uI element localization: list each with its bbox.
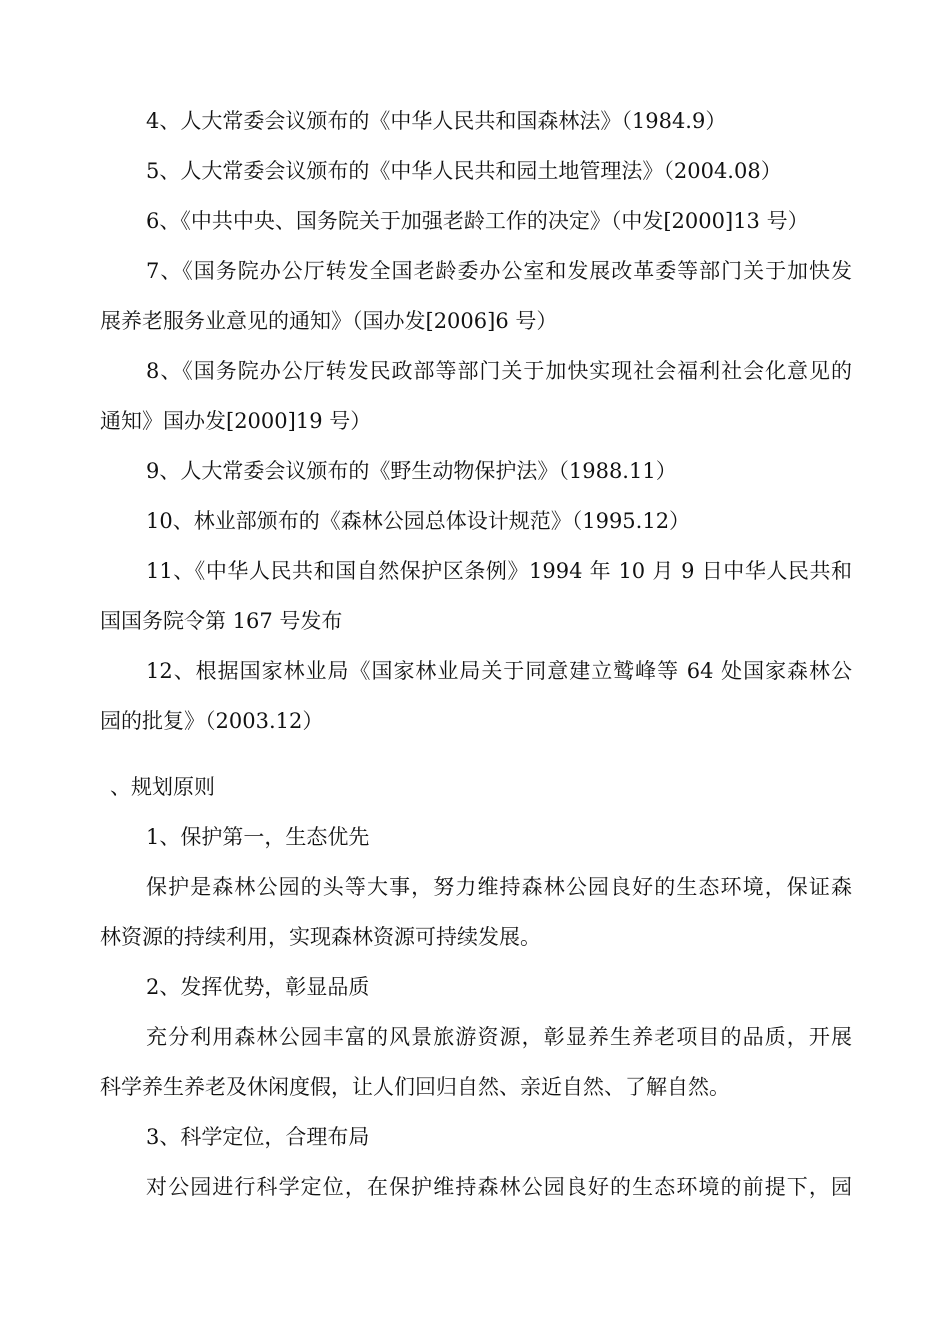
reference-item bbox=[100, 496, 852, 546]
reference-line: 7、《国务院办公厅转发全国老龄委办公室和发展改革委等部门关于加快发 bbox=[146, 259, 852, 283]
principle-body-line: 保护是森林公园的头等大事，努力维持森林公园良好的生态环境，保证森 bbox=[146, 875, 852, 899]
reference-line: 国国务院令第 167 号发布 bbox=[100, 609, 343, 633]
reference-item bbox=[100, 446, 852, 496]
reference-line: 9、人大常委会议颁布的《野生动物保护法》（1988.11） bbox=[146, 459, 677, 483]
reference-item bbox=[100, 246, 852, 346]
principle-title: 3、科学定位，合理布局 bbox=[146, 1125, 370, 1149]
reference-line: 通知》国办发[2000]19 号） bbox=[100, 409, 372, 433]
reference-item bbox=[100, 646, 852, 746]
reference-item bbox=[100, 96, 852, 146]
reference-item bbox=[100, 196, 852, 246]
reference-line: 4、人大常委会议颁布的《中华人民共和国森林法》（1984.9） bbox=[146, 109, 727, 133]
principle-item bbox=[100, 962, 852, 1112]
reference-item bbox=[100, 146, 852, 196]
reference-line: 11、《中华人民共和国自然保护区条例》1994 年 10 月 9 日中华人民共和 bbox=[146, 559, 852, 583]
reference-line: 6、《中共中央、国务院关于加强老龄工作的决定》（中发[2000]13 号） bbox=[146, 209, 809, 233]
reference-line: 5、人大常委会议颁布的《中华人民共和园土地管理法》（2004.08） bbox=[146, 159, 782, 183]
reference-line: 8、《国务院办公厅转发民政部等部门关于加快实现社会福利社会化意见的 bbox=[146, 359, 852, 383]
reference-item bbox=[100, 546, 852, 646]
principle-body-line: 林资源的持续利用，实现森林资源可持续发展。 bbox=[100, 925, 541, 949]
principle-body-line: 充分利用森林公园丰富的风景旅游资源，彰显养生养老项目的品质，开展 bbox=[146, 1025, 852, 1049]
references-list bbox=[100, 96, 852, 746]
principle-title: 2、发挥优势，彰显品质 bbox=[146, 975, 370, 999]
reference-line: 园的批复》（2003.12） bbox=[100, 709, 324, 733]
reference-line: 10、林业部颁布的《森林公园总体设计规范》（1995.12） bbox=[146, 509, 691, 533]
reference-item bbox=[100, 346, 852, 446]
principle-title: 1、保护第一，生态优先 bbox=[146, 825, 370, 849]
principles-list bbox=[100, 812, 852, 1212]
document-page bbox=[100, 96, 852, 1212]
principle-item bbox=[100, 1112, 852, 1212]
reference-line: 12、根据国家林业局《国家林业局关于同意建立鹫峰等 64 处国家森林公 bbox=[146, 659, 852, 683]
reference-line: 展养老服务业意见的通知》（国办发[2006]6 号） bbox=[100, 309, 558, 333]
principle-body-line: 对公园进行科学定位，在保护维持森林公园良好的生态环境的前提下，园 bbox=[146, 1175, 852, 1199]
principle-body-line: 科学养生养老及休闲度假，让人们回归自然、亲近自然、了解自然。 bbox=[100, 1075, 730, 1099]
section-heading: 、规划原则 bbox=[110, 775, 215, 799]
principle-item bbox=[100, 812, 852, 962]
